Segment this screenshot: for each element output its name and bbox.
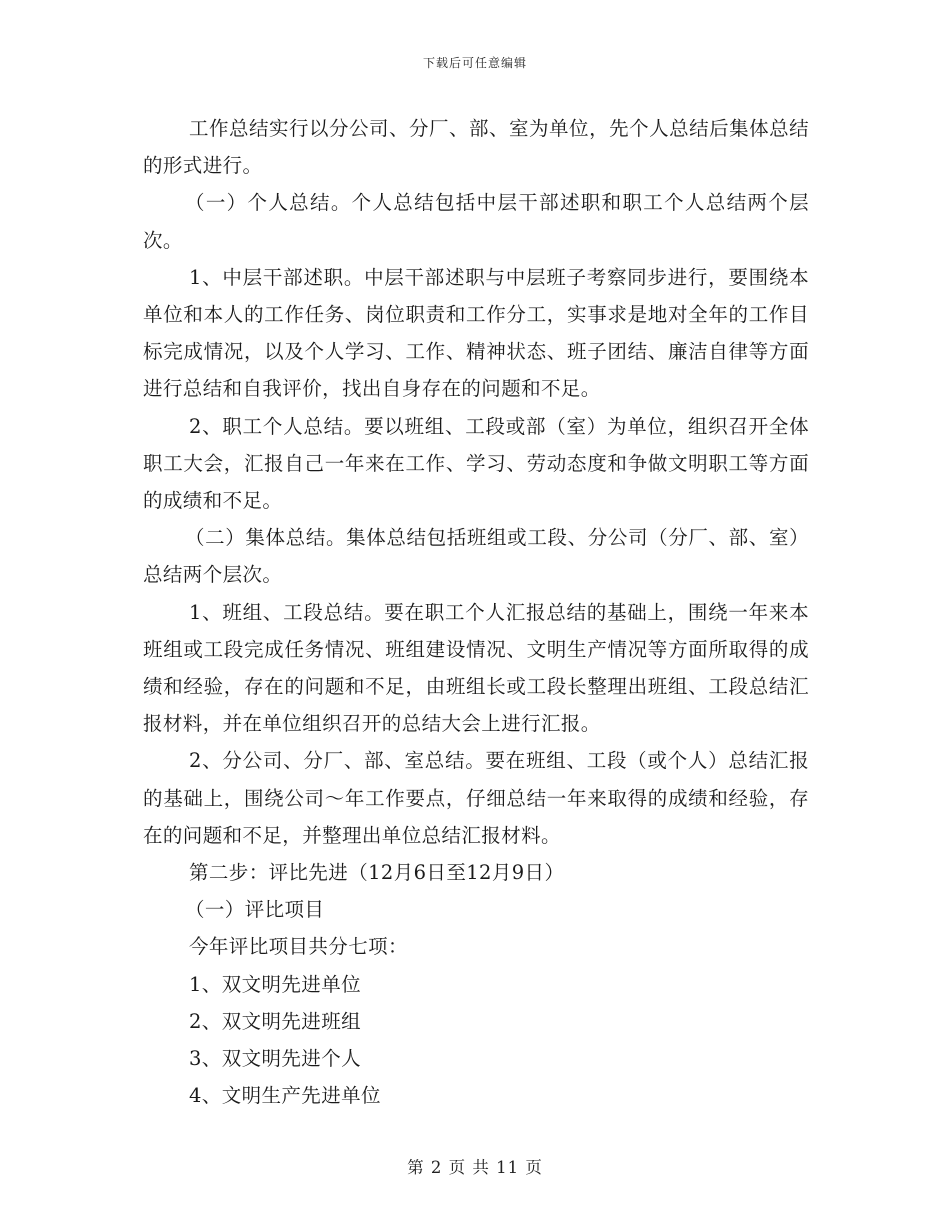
paragraph-staff-summary: 2、职工个人总结。要以班组、工段或部（室）为单位，组织召开全体职工大会，汇报自己一年来在工作、学习、劳动态度和争做文明职工等方面的成绩和不足。: [143, 414, 809, 513]
list-item: 1、双文明先进单位: [189, 972, 362, 996]
list-item: 3、双文明先进个人: [189, 1047, 362, 1071]
paragraph-summary-format: 工作总结实行以分公司、分厂、部、室为单位，先个人总结后集体总结的形式进行。: [143, 117, 809, 178]
document-body: [143, 110, 809, 1114]
paragraph-evaluation-intro: 今年评比项目共分七项：: [189, 935, 408, 959]
page-number: 第 2 页 共 11 页: [407, 1158, 543, 1177]
paragraph-branch-summary: 2、分公司、分厂、部、室总结。要在班组、工段（或个人）总结汇报的基础上，围绕公司～年工作要点，仔细总结一年来取得的成绩和经验，存在的问题和不足，并整理出单位总结汇报材料。: [143, 749, 809, 847]
paragraph-middle-cadre-report: 1、中层干部述职。中层干部述职与中层班子考察同步进行，要围绕本单位和本人的工作任务、岗位职责和工作分工，实事求是地对全年的工作目标完成情况，以及个人学习、工作、精神状态、班子团结、廉洁自律等方面进行总结和自我评价，找出自身存在的问题和不足。: [143, 265, 809, 401]
paragraph-evaluation-items-heading: （一）评比项目: [185, 898, 325, 922]
paragraph-personal-summary: （一）个人总结。个人总结包括中层干部述职和职工个人总结两个层次。: [143, 191, 809, 252]
page-header: 下载后可任意编辑: [422, 56, 527, 70]
list-item: 4、文明生产先进单位: [189, 1084, 381, 1108]
paragraph-team-summary: 1、班组、工段总结。要在职工个人汇报总结的基础上，围绕一年来本班组或工段完成任务情况、班组建设情况、文明生产情况等方面所取得的成绩和经验，存在的问题和不足，由班组长或工段长整理出班组、工段总结汇报材料，并在单位组织召开的总结大会上进行汇报。: [143, 600, 809, 736]
paragraph-step-two-heading: 第二步：评比先进（12月6日至12月9日）: [189, 861, 565, 885]
page-footer: [0, 1154, 950, 1178]
list-item: 2、双文明先进班组: [189, 1009, 362, 1033]
paragraph-collective-summary: （二）集体总结。集体总结包括班组或工段、分公司（分厂、部、室）总结两个层次。: [143, 526, 809, 587]
